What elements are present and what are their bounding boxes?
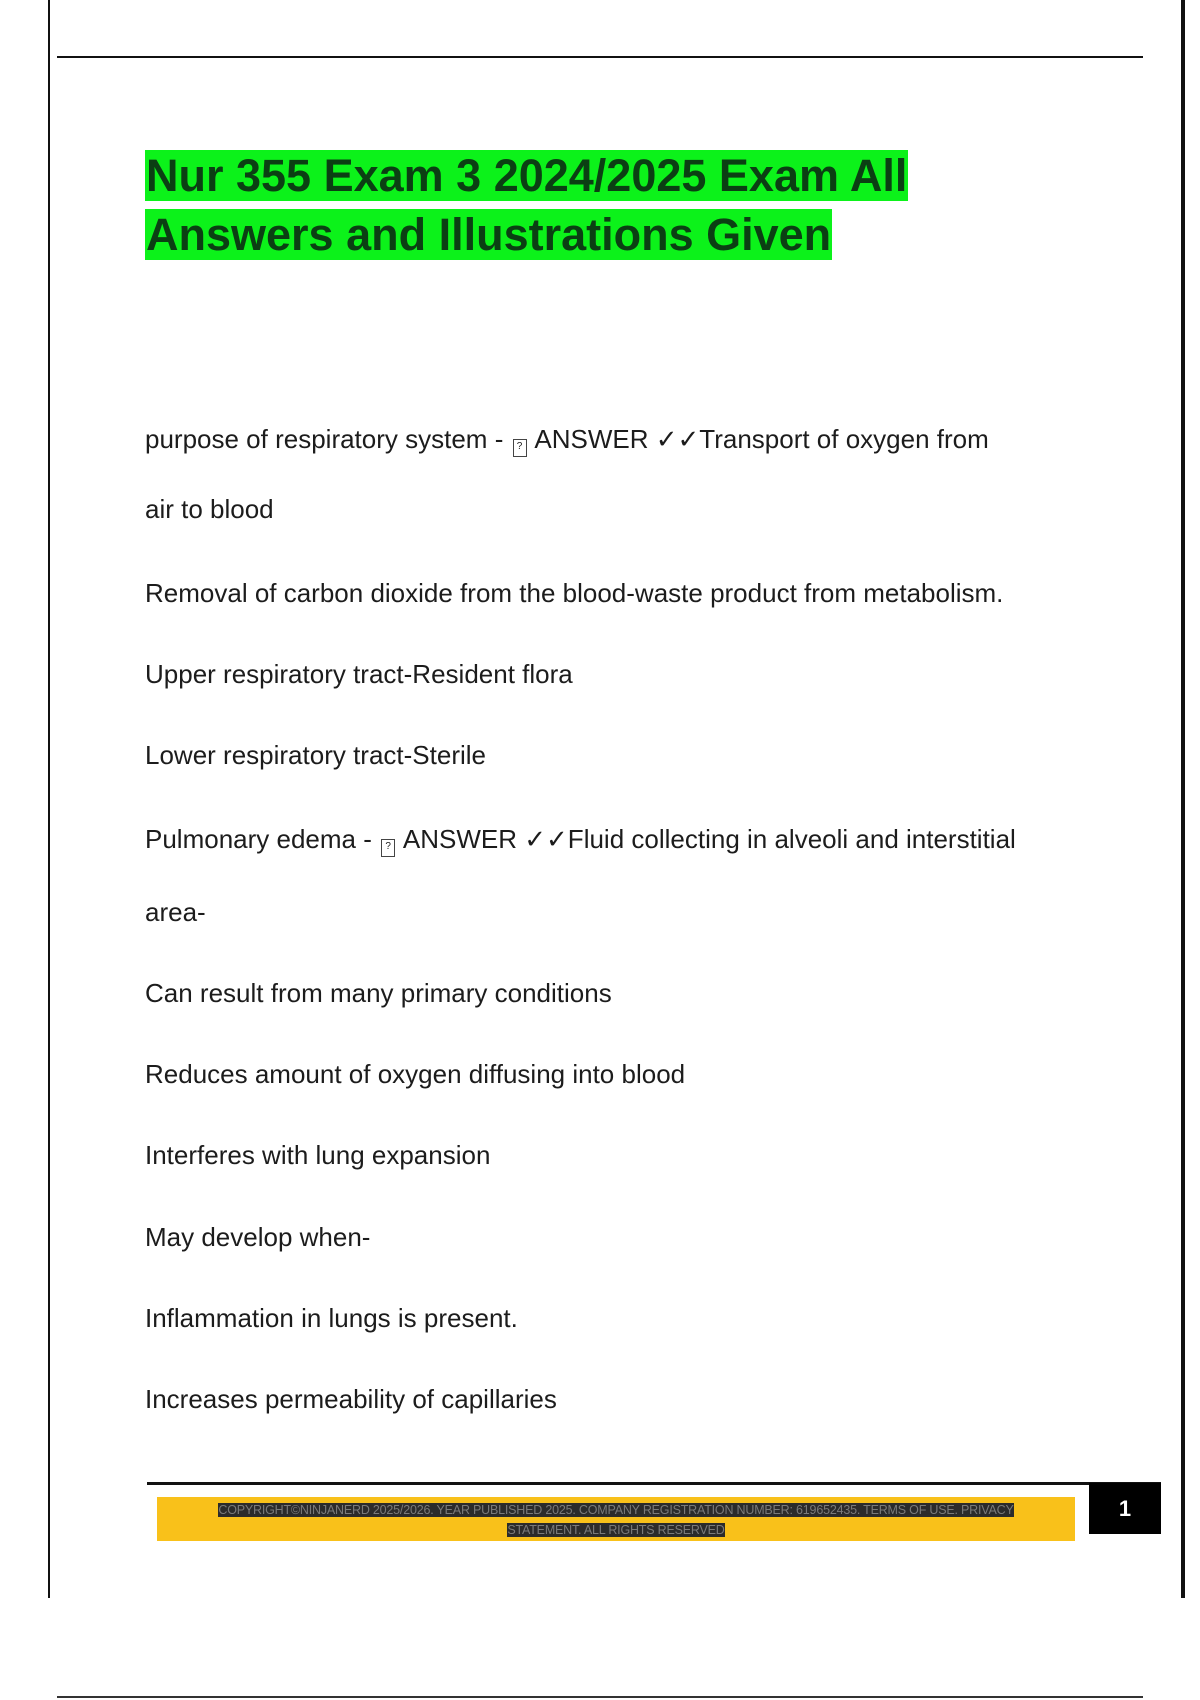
- title-line-2: Answers and Illustrations Given: [146, 209, 832, 260]
- missing-glyph-icon: ?: [381, 839, 395, 857]
- document-title: [145, 146, 1045, 264]
- answer-continuation: air to blood: [145, 494, 274, 524]
- footer-rule: [147, 1482, 1161, 1485]
- title-line-1: Nur 355 Exam 3 2024/2025 Exam All: [146, 150, 908, 201]
- copyright-line-2: STATEMENT. ALL RIGHTS RESERVED: [507, 1523, 725, 1537]
- answer-line: Upper respiratory tract-Resident flora: [145, 659, 573, 689]
- header-rule: [57, 56, 1143, 58]
- answer-line: Inflammation in lungs is present.: [145, 1303, 518, 1333]
- page-border-left: [48, 0, 50, 1598]
- question-text: Pulmonary edema -: [145, 824, 380, 854]
- page-border-right: [1181, 0, 1185, 1598]
- answer-line: Removal of carbon dioxide from the blood-waste product from metabolism.: [145, 578, 1004, 608]
- next-page-rule: [57, 1696, 1143, 1698]
- missing-glyph-icon: ?: [513, 439, 527, 457]
- question-text: purpose of respiratory system -: [145, 424, 511, 454]
- copyright-line-1: COPYRIGHT©NINJANERD 2025/2026. YEAR PUBLISHED 2025. COMPANY REGISTRATION NUMBER: 619652435. TERMS OF USE. PRIVACY: [218, 1503, 1014, 1517]
- answer-text: ANSWER ✓✓Transport of oxygen from: [528, 424, 989, 454]
- answer-continuation: area-: [145, 897, 206, 927]
- question-respiratory-purpose: [145, 424, 989, 457]
- question-pulmonary-edema: [145, 824, 1016, 857]
- answer-line: May develop when-: [145, 1222, 371, 1252]
- answer-line: Reduces amount of oxygen diffusing into blood: [145, 1059, 686, 1089]
- answer-line: Interferes with lung expansion: [145, 1140, 491, 1170]
- answer-line: Lower respiratory tract-Sterile: [145, 740, 486, 770]
- answer-line: Increases permeability of capillaries: [145, 1384, 557, 1414]
- copyright-notice: [172, 1500, 1060, 1540]
- answer-line: Can result from many primary conditions: [145, 978, 612, 1008]
- page-number: 1: [1089, 1483, 1161, 1534]
- answer-text: ANSWER ✓✓Fluid collecting in alveoli and interstitial: [397, 824, 1016, 854]
